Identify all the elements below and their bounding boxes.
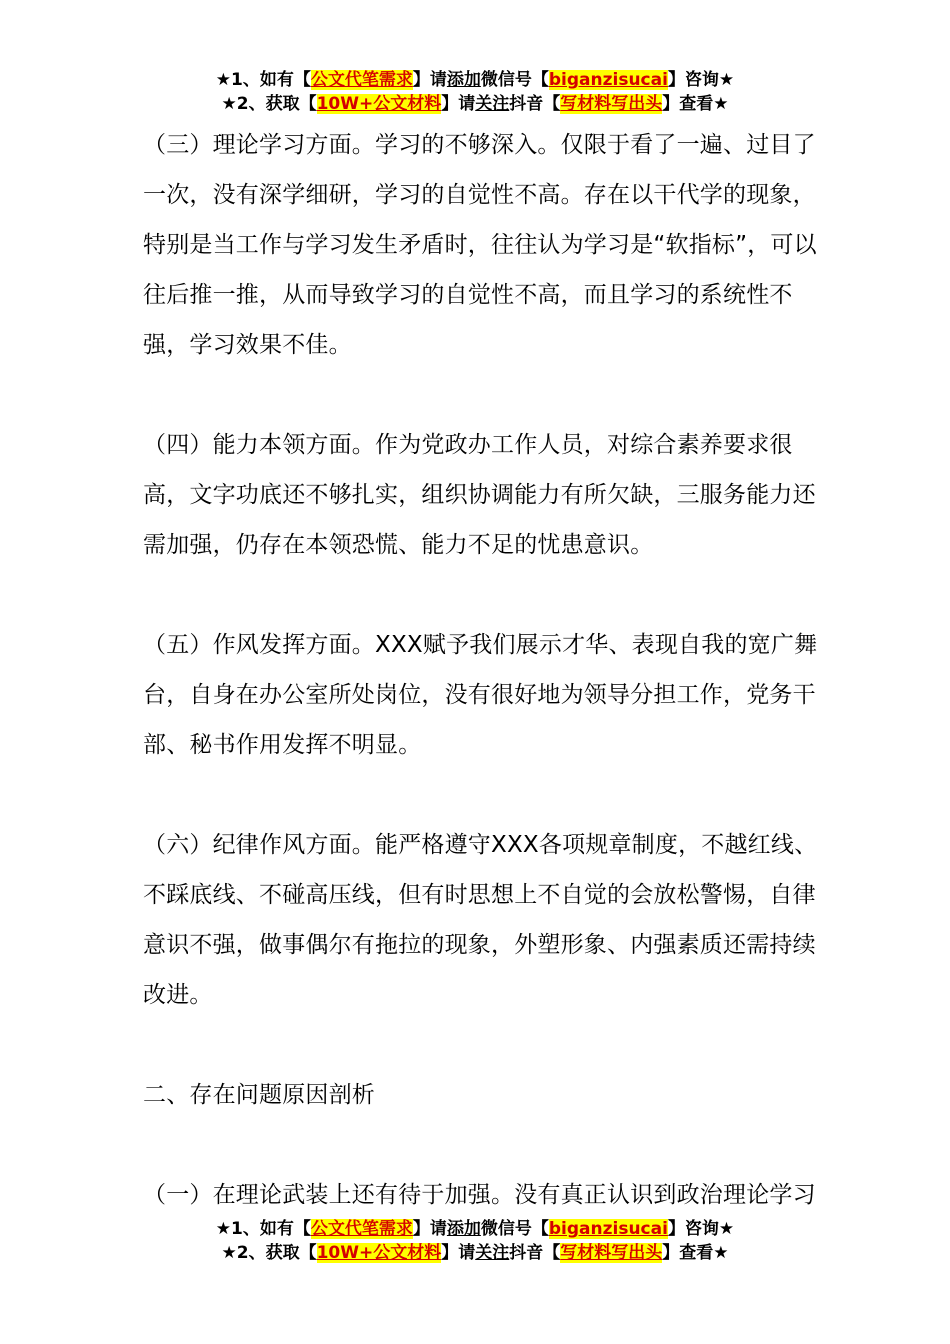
banner-highlight: 公文代笔需求	[310, 70, 413, 90]
banner-line-1	[0, 1217, 950, 1241]
section-heading: 二、存在问题原因剖析	[143, 1082, 375, 1108]
banner-highlight: 10W+公文材料	[316, 1243, 442, 1263]
banner-highlight: biganzisucai	[548, 1219, 668, 1239]
banner-text: ★2、获取【	[221, 94, 317, 114]
banner-line-2	[0, 1241, 950, 1265]
banner-text: 】请	[412, 70, 447, 90]
banner-text: 抖音【	[509, 94, 561, 114]
banner-text: 】请	[441, 94, 476, 114]
paragraph-theory-armament: （一）在理论武装上还有待于加强。没有真正认识到政治理论学习	[143, 1182, 816, 1208]
banner-highlight: 写材料写出头	[560, 94, 663, 114]
footer-banner	[0, 1217, 950, 1265]
banner-text: 】请	[412, 1219, 447, 1239]
banner-underline: 添加	[446, 70, 481, 90]
paragraph-spacer	[143, 570, 833, 620]
paragraph-spacer	[143, 770, 833, 820]
document-body	[143, 120, 833, 1220]
banner-text: 抖音【	[509, 1243, 561, 1263]
header-banner	[0, 68, 950, 116]
banner-line-1	[0, 68, 950, 92]
banner-text: 】咨询★	[667, 1219, 735, 1239]
banner-text: 】咨询★	[667, 70, 735, 90]
banner-text: 】查看★	[662, 1243, 729, 1263]
banner-text: ★1、如有【	[215, 70, 311, 90]
banner-highlight: biganzisucai	[548, 70, 668, 90]
banner-highlight: 写材料写出头	[560, 1243, 663, 1263]
banner-highlight: 10W+公文材料	[316, 94, 442, 114]
banner-text: 微信号【	[480, 70, 549, 90]
paragraph-discipline: （六）纪律作风方面。能严格遵守XXX各项规章制度，不越红线、不踩底线、不碰高压线，但有时思想上不自觉的会放松警惕，自律意识不强，做事偶尔有拖拉的现象，外塑形象、内强素质还需持续改进。	[143, 832, 818, 1008]
banner-underline: 关注	[475, 1243, 510, 1263]
paragraph-spacer	[143, 1020, 833, 1070]
banner-underline: 关注	[475, 94, 510, 114]
paragraph-spacer	[143, 1120, 833, 1170]
paragraph-spacer	[143, 370, 833, 420]
banner-highlight: 公文代笔需求	[310, 1219, 413, 1239]
banner-text: 】查看★	[662, 94, 729, 114]
banner-text: ★2、获取【	[221, 1243, 317, 1263]
banner-underline: 添加	[446, 1219, 481, 1239]
banner-line-2	[0, 92, 950, 116]
banner-text: 微信号【	[480, 1219, 549, 1239]
paragraph-theory-study: （三）理论学习方面。学习的不够深入。仅限于看了一遍、过目了一次，没有深学细研，学习的自觉性不高。存在以干代学的现象，特别是当工作与学习发生矛盾时，往往认为学习是“软指标”，可以往后推一推，从而导致学习的自觉性不高，而且学习的系统性不强，学习效果不佳。	[143, 132, 817, 358]
banner-text: ★1、如有【	[215, 1219, 311, 1239]
paragraph-ability: （四）能力本领方面。作为党政办工作人员，对综合素养要求很高，文字功底还不够扎实，组织协调能力有所欠缺，三服务能力还需加强，仍存在本领恐慌、能力不足的忧患意识。	[143, 432, 816, 558]
banner-text: 】请	[441, 1243, 476, 1263]
paragraph-work-style: （五）作风发挥方面。XXX赋予我们展示才华、表现自我的宽广舞台，自身在办公室所处岗位，没有很好地为领导分担工作，党务干部、秘书作用发挥不明显。	[143, 632, 818, 758]
